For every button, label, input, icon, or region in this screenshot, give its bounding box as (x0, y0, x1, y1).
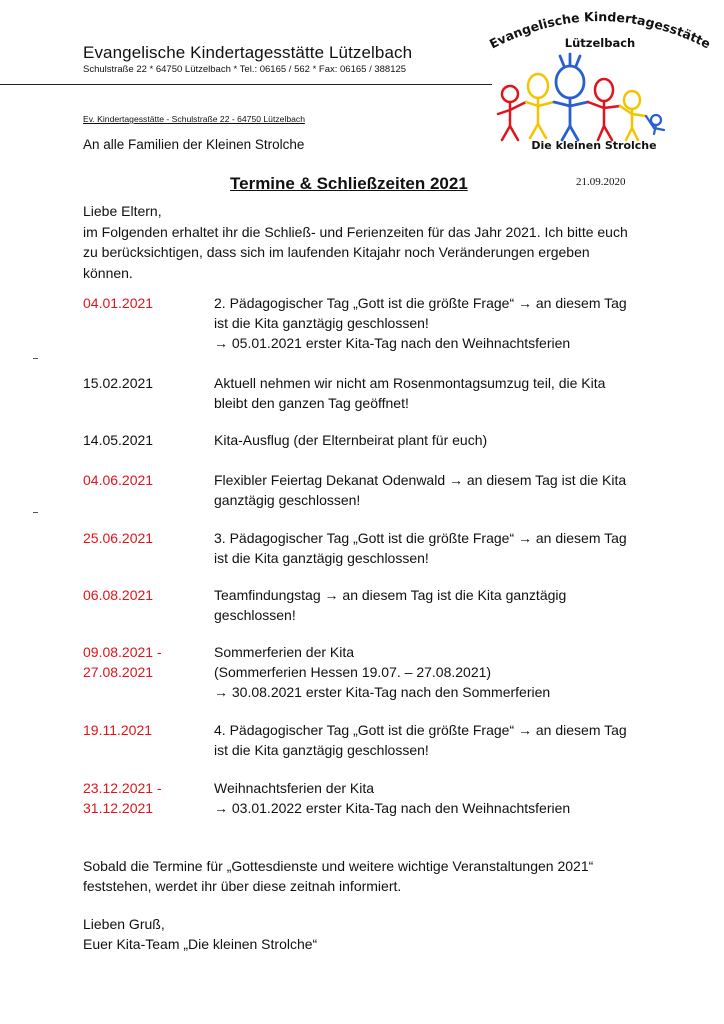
letterhead-address: Schulstraße 22 * 64750 Lützelbach * Tel.: 06165 / 562 * Fax: 06165 / 388125 (83, 64, 407, 75)
intro-line: im Folgenden erhaltet ihr die Schließ- und Ferienzeiten für das Jahr 2021. Ich bitte euch (83, 223, 628, 240)
entry-text: Sommerferien der Kita (Sommerferien Hessen 19.07. – 27.08.2021) → 30.08.2021 erster Kita-Tag nach den Sommerferien (214, 644, 551, 700)
closing-line: feststehen, werdet ihr über diese zeitnah informiert. (83, 878, 402, 894)
logo-place-name: Lützelbach (564, 36, 636, 50)
document-date: 21.09.2020 (576, 176, 626, 188)
child-figure-yellow (526, 74, 554, 138)
entry-date: 23.12.2021 - 31.12.2021 (83, 780, 162, 816)
document-title: Termine & Schließzeiten 2021 (230, 174, 468, 193)
entry-text: Kita-Ausflug (der Elternbeirat plant für euch) (214, 432, 488, 448)
letterhead-org-name: Evangelische Kindertagesstätte Lützelbach (83, 43, 413, 62)
signoff-greeting: Lieben Gruß, (83, 916, 165, 932)
intro-greeting: Liebe Eltern, (83, 203, 162, 219)
child-figure-blue (554, 54, 588, 140)
entry-text: 4. Pädagogischer Tag „Gott ist die größte Frage“ → an diesem Tag ist die Kita ganztägig geschlossen! (214, 722, 627, 758)
entry-date: 15.02.2021 (83, 375, 154, 391)
intro-line: können. (83, 264, 133, 281)
entry-date: 04.06.2021 (83, 472, 154, 488)
child-figure-red-2 (588, 79, 620, 140)
sender-return-address: Ev. Kindertagesstätte - Schulstraße 22 - 64750 Lützelbach (83, 114, 305, 124)
child-figure-yellow-2 (620, 91, 646, 140)
entry-text: Flexibler Feiertag Dekanat Odenwald → an diesem Tag ist die Kita ganztägig geschlossen! (214, 472, 627, 508)
recipient-line: An alle Familien der Kleinen Strolche (83, 137, 305, 152)
margin-fold-mark (33, 358, 38, 359)
logo-arc-text: Evangelische Kindertagesstätte (486, 8, 714, 52)
entry-text: Aktuell nehmen wir nicht am Rosenmontagsumzug teil, die Kita bleibt den ganzen Tag geöffnet! (214, 375, 606, 411)
entry-date: 09.08.2021 - 27.08.2021 (83, 644, 162, 680)
intro-line: zu berücksichtigen, dass sich im laufenden Kitajahr noch Veränderungen ergeben (83, 244, 590, 261)
entry-date: 19.11.2021 (83, 722, 153, 738)
margin-fold-mark (33, 512, 38, 513)
entry-text: Weihnachtsferien der Kita → 03.01.2022 erster Kita-Tag nach den Weihnachtsferien (214, 780, 571, 816)
entry-text: 3. Pädagogischer Tag „Gott ist die größte Frage“ → an diesem Tag ist die Kita ganztägig geschlossen! (214, 530, 627, 566)
closing-paragraph (83, 856, 683, 896)
child-figure-blue-small (646, 115, 664, 134)
intro-paragraph (83, 201, 673, 283)
entry-date: 25.06.2021 (83, 530, 154, 546)
entry-text: 2. Pädagogischer Tag „Gott ist die größte Frage“ → an diesem Tag ist die Kita ganztägig geschlossen! → 05.01.2021 erster Kita-Tag nach den Weihnachtsferien (214, 295, 627, 351)
closing-line: Sobald die Termine für „Gottesdienste und weitere wichtige Veranstaltungen 2021“ (83, 858, 594, 874)
child-figure-red (498, 86, 526, 140)
signoff (83, 914, 317, 954)
entry-date: 14.05.2021 (83, 432, 154, 448)
signoff-team: Euer Kita-Team „Die kleinen Strolche“ (83, 936, 318, 952)
entry-date: 06.08.2021 (83, 587, 154, 603)
logo-caption: Die kleinen Strolche (531, 139, 657, 152)
entry-text: Teamfindungstag → an diesem Tag ist die Kita ganztägig geschlossen! (214, 587, 567, 623)
letterhead-divider (0, 84, 492, 85)
entry-date: 04.01.2021 (83, 295, 154, 311)
